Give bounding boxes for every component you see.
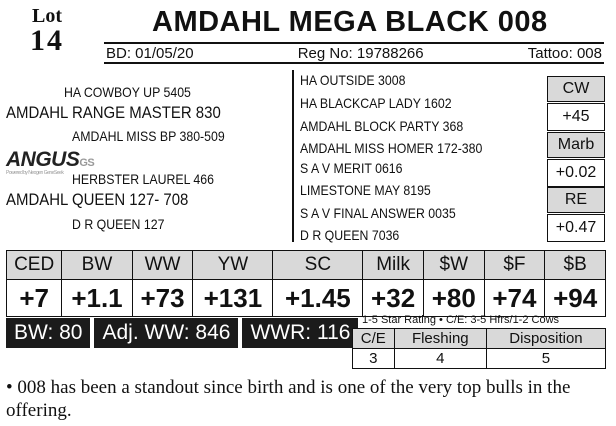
pedigree-right-item: S A V MERIT 0616 [300, 160, 403, 176]
weights-bar [6, 318, 358, 348]
dam-dam: D R QUEEN 127 [72, 216, 165, 232]
pedigree-right-item: AMDAHL BLOCK PARTY 368 [300, 118, 464, 134]
birth-weight: BW: 80 [6, 318, 90, 348]
rating-table [352, 328, 606, 369]
re-label: RE [547, 187, 605, 213]
epd-header: WW [132, 251, 193, 280]
dam: AMDAHL QUEEN 127- 708 [6, 190, 189, 209]
epd-value: +1.45 [273, 280, 363, 317]
dam-sire: HERBSTER LAUREL 466 [72, 171, 214, 187]
epd-value: +7 [7, 280, 62, 317]
sire: AMDAHL RANGE MASTER 830 [6, 103, 221, 122]
info-bar [104, 42, 604, 64]
epd-table [6, 250, 606, 317]
tattoo: Tattoo: 008 [527, 44, 602, 62]
pedigree-right-item: HA OUTSIDE 3008 [300, 72, 406, 88]
epd-header: $W [423, 251, 484, 280]
animal-name: AMDAHL MEGA BLACK 008 [152, 6, 548, 38]
epd-value: +80 [423, 280, 484, 317]
epd-header: SC [273, 251, 363, 280]
cw-label: CW [547, 76, 605, 102]
marb-label: Marb [547, 132, 605, 158]
lot-badge [8, 6, 86, 56]
sire-sire: HA COWBOY UP 5405 [64, 84, 191, 100]
registration-number: Reg No: 19788266 [297, 44, 424, 62]
epd-header: $B [545, 251, 606, 280]
rating-value: 3 [353, 349, 395, 369]
epd-value: +74 [484, 280, 545, 317]
pedigree-right-item: HA BLACKCAP LADY 1602 [300, 95, 452, 111]
epd-header: Milk [363, 251, 424, 280]
birth-date: BD: 01/05/20 [106, 44, 194, 62]
epd-value: +131 [193, 280, 273, 317]
rating-value: 5 [486, 349, 605, 369]
pedigree-right-item: D R QUEEN 7036 [300, 227, 400, 243]
re-value: +0.47 [547, 214, 605, 242]
rating-header: Disposition [486, 329, 605, 349]
rating-header: Fleshing [394, 329, 486, 349]
epd-header: CED [7, 251, 62, 280]
epd-header: BW [62, 251, 132, 280]
rating-value: 4 [394, 349, 486, 369]
angus-gs-logo: ANGUSGS Powered by Neogen GeneSeek [6, 148, 95, 176]
epd-header: $F [484, 251, 545, 280]
pedigree-right-item: LIMESTONE MAY 8195 [300, 182, 431, 198]
epd-value: +73 [132, 280, 193, 317]
cw-value: +45 [547, 103, 605, 131]
epd-value: +1.1 [62, 280, 132, 317]
epd-header: YW [193, 251, 273, 280]
lot-label: Lot [32, 5, 62, 27]
pedigree-right-item: AMDAHL MISS HOMER 172-380 [300, 140, 483, 156]
sire-dam: AMDAHL MISS BP 380-509 [72, 128, 225, 144]
pedigree-right-item: S A V FINAL ANSWER 0035 [300, 205, 456, 221]
epd-value: +32 [363, 280, 424, 317]
rating-caption: 1-5 Star Rating • C/E: 3-5 Hfrs/1-2 Cows [362, 314, 560, 326]
adjusted-weaning-weight: Adj. WW: 846 [94, 318, 238, 348]
epd-value: +94 [545, 280, 606, 317]
lot-comment: • 008 has been a standout since birth and is one of the very top bulls in the offering. [6, 377, 571, 421]
pedigree-divider [292, 70, 294, 242]
lot-number: 14 [30, 24, 64, 57]
weaning-weight-ratio: WWR: 116 [242, 318, 358, 348]
rating-header: C/E [353, 329, 395, 349]
marb-value: +0.02 [547, 159, 605, 187]
